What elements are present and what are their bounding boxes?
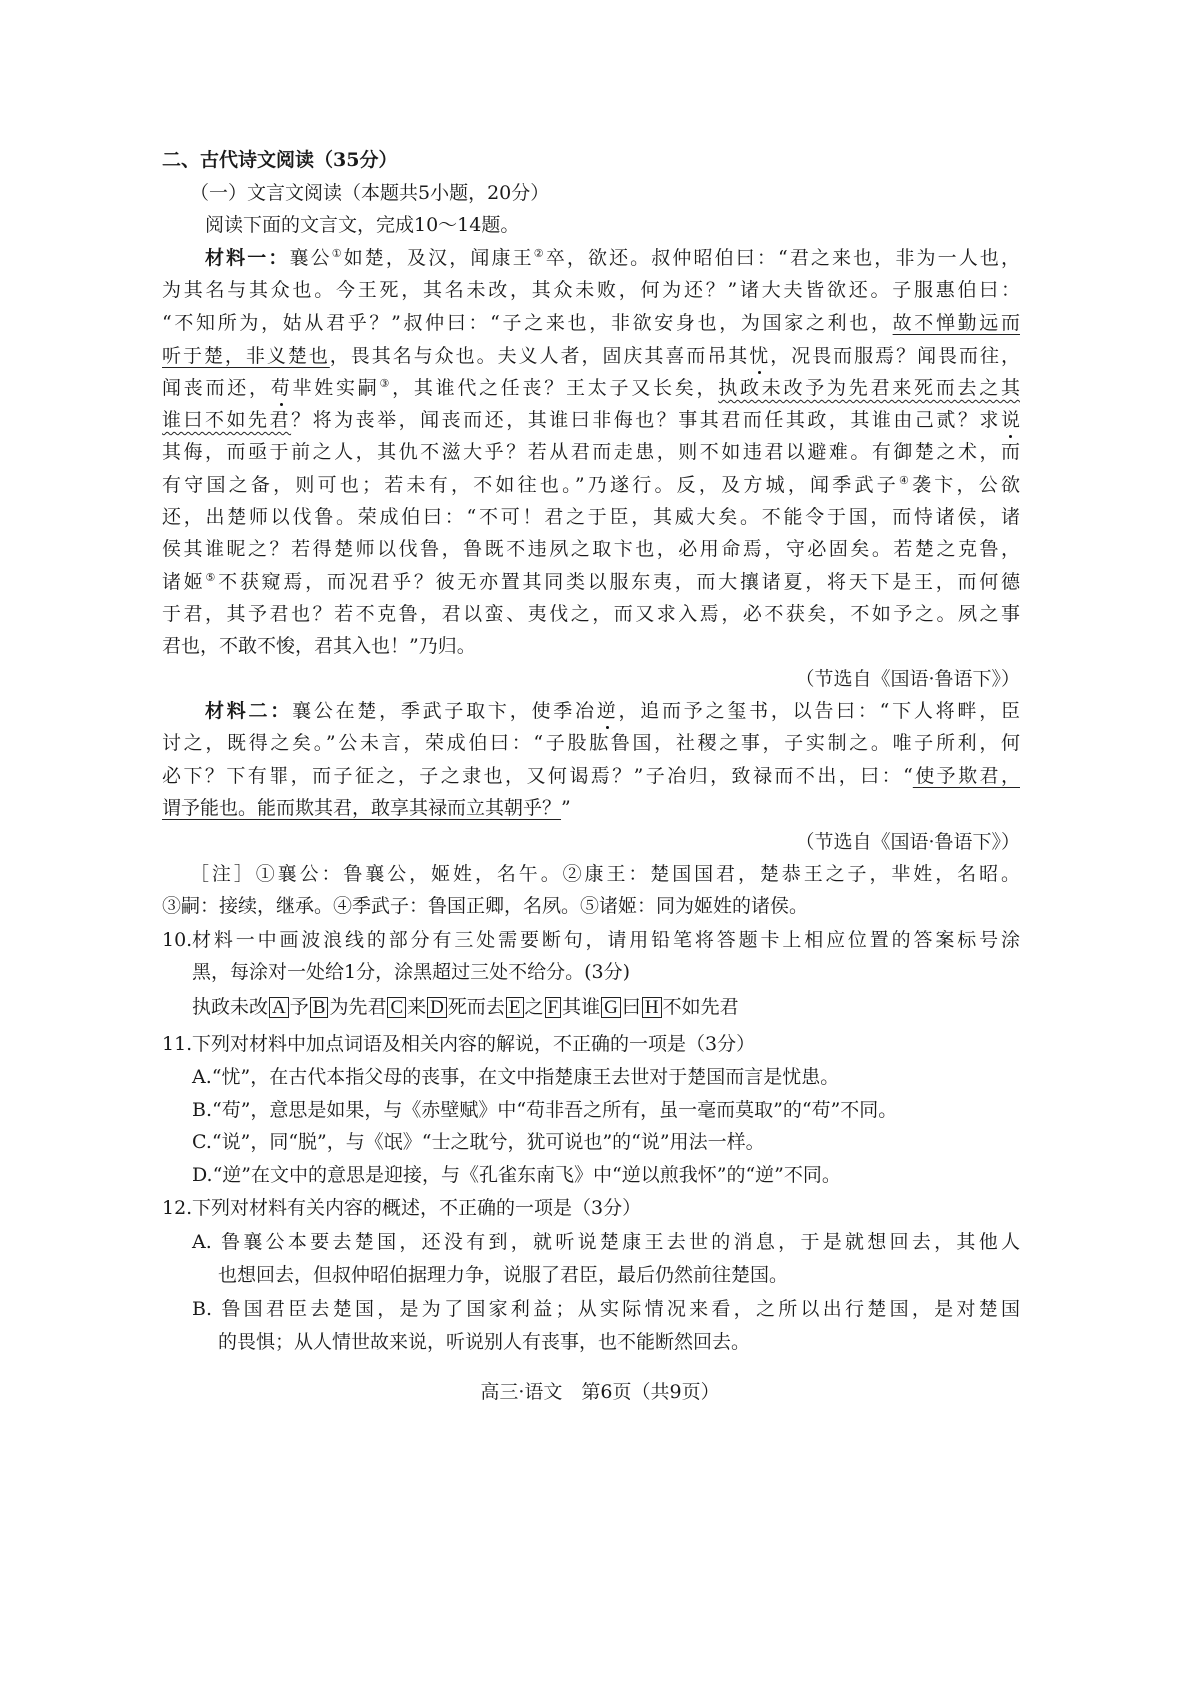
text: 必下？下有罪，而子征之，子之隶也，又何谒焉？”子冶归，致禄而不出，曰：“	[162, 765, 913, 787]
text: ”	[561, 797, 571, 819]
question-11-stem: 下列对材料中加点词语及相关内容的解说，不正确的一项是（3分）	[192, 1033, 756, 1055]
material2-line	[205, 698, 1020, 724]
material1-line	[162, 375, 1020, 401]
material2-line	[162, 795, 571, 821]
segment: 死而去	[447, 996, 505, 1018]
answer-box-a[interactable]: A	[269, 997, 289, 1018]
emphasis-word: 苟	[270, 377, 293, 399]
answer-box-e[interactable]: E	[506, 997, 524, 1018]
answer-box-c[interactable]: C	[387, 997, 406, 1018]
text: ，况畏而服焉？闻畏而往，	[770, 345, 1020, 367]
material1-line: 侯其谁昵之？若得楚师以伐鲁，鲁既不违夙之取卞也，必用命焉，守必固矣。若楚之克鲁，	[162, 538, 1020, 560]
segment: 为先君	[329, 996, 387, 1018]
underlined-sentence: 故不惮勤远而	[892, 312, 1020, 334]
material1-line: 还，出楚师以伐鲁。荣成伯曰：“不可！君之于臣，其威大矣。不能令于国，而恃诸侯，诸	[162, 506, 1020, 528]
underlined-sentence: 听于楚，非义楚也	[162, 345, 330, 367]
material1-line	[162, 472, 1020, 498]
material1-line: 其侮，而亟于前之人，其仇不滋大乎？若从君而走患，则不如违君以避难。有御楚之术，而	[162, 441, 1020, 463]
material2-line: 讨之，既得之矣。”公未言，荣成伯曰：“子股肱鲁国，社稷之事，子实制之。唯子所利，何	[162, 732, 1020, 754]
text: 闻丧而还，	[162, 377, 271, 399]
question-number: 12.	[162, 1197, 193, 1219]
answer-box-h[interactable]: H	[642, 997, 662, 1018]
notes-line: ［注］①襄公：鲁襄公，姬姓，名午。②康王：楚国国君，楚恭王之子，芈姓，名昭。	[190, 863, 1020, 885]
material1-line	[162, 569, 1020, 595]
segment: 之	[524, 996, 544, 1018]
underlined-sentence: 谓予能也。能而欺其君，敢享其禄而立其朝乎？	[162, 797, 562, 819]
q12-option-a: A. 鲁襄公本要去楚国，还没有到，就听说楚康王去世的消息，于是就想回去，其他人	[192, 1231, 1020, 1253]
text: 襄公在楚，季武子取卞，使季冶	[292, 700, 597, 722]
emphasis-word: 逆	[596, 700, 619, 722]
emphasis-word: 忧	[749, 345, 771, 367]
material2-source: （节选自《国语·鲁语下》）	[795, 831, 1020, 853]
q12-option-a-cont: 也想回去，但叔仲昭伯据理力争，说服了君臣，最后仍然前往楚国。	[218, 1264, 789, 1286]
question-number: 11.	[162, 1033, 193, 1055]
sub-section-title: （一）文言文阅读（本题共5小题，20分）	[190, 182, 550, 204]
notes-line: ③嗣：接续，继承。④季武子：鲁国正卿，名夙。⑤诸姬：同为姬姓的诸侯。	[162, 895, 809, 917]
segment: 不如先君	[662, 996, 739, 1018]
segment: 其谁	[562, 996, 601, 1018]
text: 芈姓实嗣	[292, 377, 380, 399]
question-10-stem: 材料一中画波浪线的部分有三处需要断句，请用铅笔将答题卡上相应位置的答案标号涂	[192, 929, 1020, 951]
note-ref: ④	[898, 474, 913, 487]
q12-option-b-cont: 的畏惧；从人情世故来说，听说别人有丧事，也不能断然回去。	[218, 1331, 751, 1353]
text: ，追而予之玺书，以告曰：“下人将畔，臣	[618, 700, 1020, 722]
material2-label: 材料二：	[205, 700, 293, 722]
note-ref: ①	[331, 247, 344, 260]
material1-line: 为其名与其众也。今王死，其名未改，其众未败，何为还？”诸大夫皆欲还。子服惠伯曰：	[162, 279, 1020, 301]
q11-option-c: C.“说”，同“脱”，与《氓》“士之耽兮，犹可说也”的“说”用法一样。	[192, 1131, 765, 1153]
question-10-stem: 黑，每涂对一处给1分，涂黑超过三处不给分。(3分)	[192, 961, 631, 983]
text: 诸姬	[162, 571, 206, 593]
material1-line	[162, 310, 1020, 336]
page-footer: 高三·语文 第6页（共9页）	[480, 1381, 720, 1403]
q12-option-b: B. 鲁国君臣去楚国，是为了国家利益；从实际情况来看，之所以出行楚国，是对楚国	[192, 1298, 1020, 1320]
text: ？将为丧举，闻丧而还，其谁曰非侮也？事其君而任其政，其谁由己贰？求	[291, 409, 1001, 431]
text: 襄公	[289, 247, 332, 269]
wavy-underlined-text: 执政未改予为先君来死而去之其	[718, 377, 1020, 399]
section-title: 二、古代诗文阅读（35分）	[162, 149, 398, 171]
segment: 曰	[621, 996, 641, 1018]
note-ref: ②	[533, 247, 546, 260]
question-12-stem: 下列对材料有关内容的概述，不正确的一项是（3分）	[192, 1197, 642, 1219]
material1-line	[162, 407, 1020, 433]
segment: 予	[289, 996, 309, 1018]
material1-source: （节选自《国语·鲁语下》）	[795, 668, 1020, 690]
wavy-underlined-text: 谁曰不如先君	[162, 409, 292, 431]
text: 如楚，及汉，闻康王	[343, 247, 534, 269]
text: 袭卞，公欲	[912, 474, 1020, 496]
segment: 执政未改	[192, 996, 269, 1018]
note-ref: ③	[379, 377, 393, 390]
text: 不获窥焉，而况君乎？彼无亦置其同类以服东夷，而大攘诸夏，将天下是王，而何德	[218, 571, 1020, 593]
text: 有守国之备，则可也；若未有，不如往也。”乃遂行。反，及方城，闻季武子	[162, 474, 899, 496]
q11-option-b: B.“苟”，意思是如果，与《赤壁赋》中“苟非吾之所有，虽一毫而莫取”的“苟”不同。	[192, 1099, 898, 1121]
material1-line: 君也，不敢不悛，君其入也！”乃归。	[162, 635, 476, 657]
material1-line	[205, 245, 1020, 271]
text: ，畏其名与众也。夫义人者，固庆其喜而吊其	[329, 345, 750, 367]
material1-line: 于君，其予君也？若不克鲁，君以蛮、夷伐之，而又求入焉，必不获矣，不如予之。夙之事	[162, 603, 1020, 625]
text: “不知所为，姑从君乎？”叔仲曰：“子之来也，非欲安身也，为国家之利也，	[162, 312, 893, 334]
emphasis-word: 说	[1000, 409, 1020, 431]
segment: 来	[407, 996, 427, 1018]
material1-label: 材料一：	[205, 247, 290, 269]
q11-option-d: D.“逆”在文中的意思是迎接，与《孔雀东南飞》中“逆以煎我怀”的“逆”不同。	[192, 1164, 841, 1186]
material2-line	[162, 763, 1020, 789]
answer-box-d[interactable]: D	[427, 997, 447, 1018]
underlined-sentence: 使予欺君，	[912, 765, 1020, 787]
instruction: 阅读下面的文言文，完成10～14题。	[205, 214, 520, 236]
note-ref: ⑤	[205, 571, 219, 584]
answer-box-g[interactable]: G	[601, 997, 621, 1018]
answer-box-f[interactable]: F	[545, 997, 562, 1018]
answer-box-b[interactable]: B	[310, 997, 329, 1018]
question-number: 10.	[162, 929, 193, 951]
q11-option-a: A.“忧”，在古代本指父母的丧事，在文中指楚康王去世对于楚国而言是忧患。	[192, 1066, 840, 1088]
text: 卒，欲还。叔仲昭伯曰：“君之来也，非为一人也，	[545, 247, 1020, 269]
text: ，其谁代之任丧？王太子又长矣，	[392, 377, 719, 399]
q10-sentence	[192, 994, 739, 1020]
material1-line	[162, 343, 1020, 369]
